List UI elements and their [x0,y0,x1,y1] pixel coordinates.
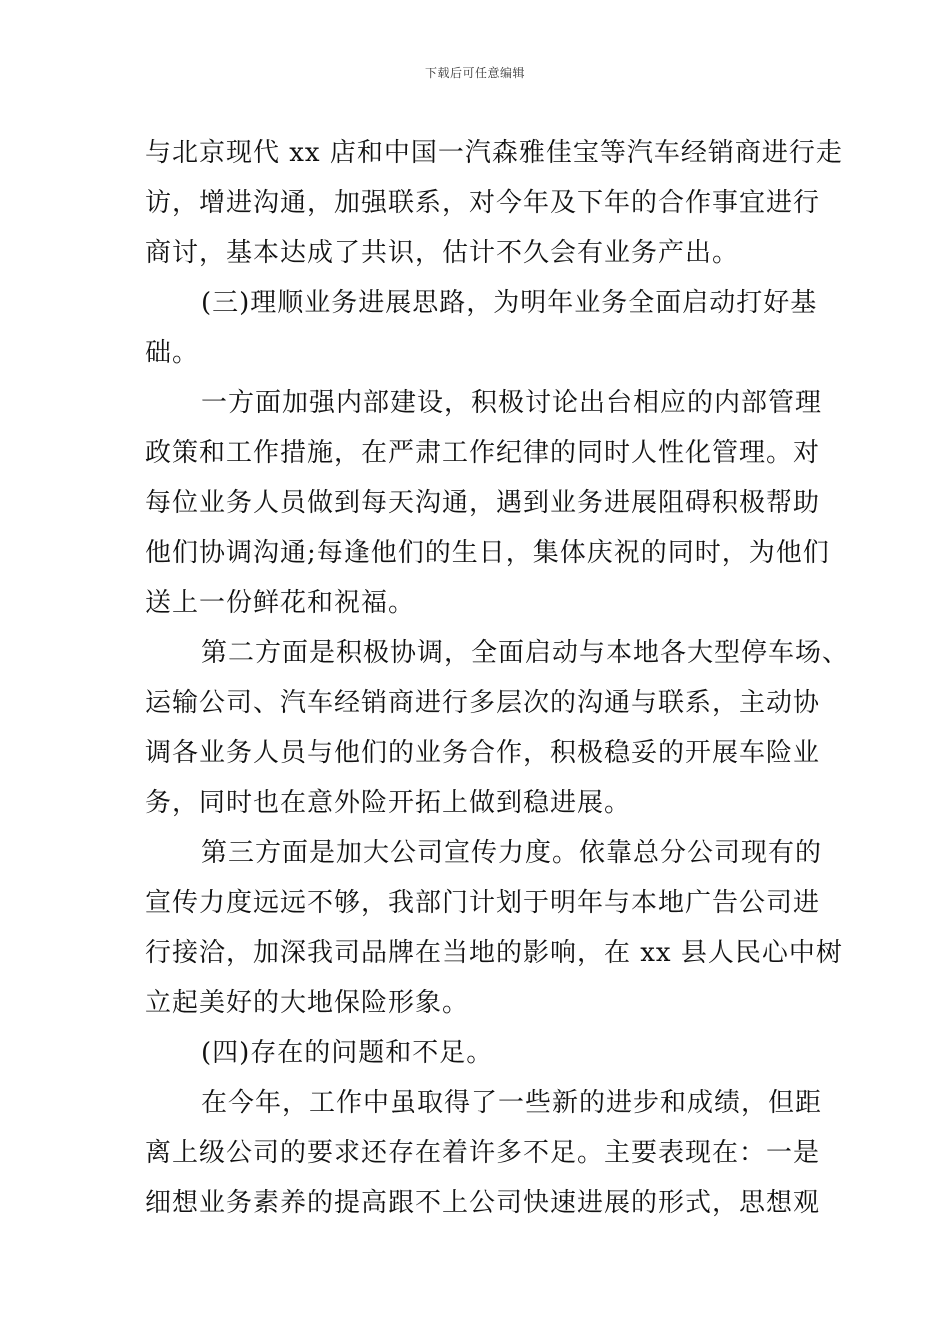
text-line: 行接洽，加深我司品牌在当地的影响，在 xx 县人民心中树 [145,938,843,968]
text-line: 商讨，基本达成了共识，估计不久会有业务产出。 [145,238,740,268]
text-line: 离上级公司的要求还存在着许多不足。主要表现在：一是 [145,1138,821,1168]
text-line: 运输公司、汽车经销商进行多层次的沟通与联系，主动协 [145,688,821,718]
page-header: 下载后可任意编辑 [424,66,525,80]
text-line: 他们协调沟通;每逢他们的生日，集体庆祝的同时，为他们 [145,538,830,568]
text-line: 在今年，工作中虽取得了一些新的进步和成绩，但距 [201,1088,823,1118]
text-line: 每位业务人员做到每天沟通，遇到业务进展阻碍积极帮助 [145,488,821,518]
text-line: 与北京现代 xx 店和中国一汽森雅佳宝等汽车经销商进行走 [145,138,843,168]
text-line: 一方面加强内部建设，积极讨论出台相应的内部管理 [201,388,823,418]
text-line: 第二方面是积极协调，全面启动与本地各大型停车场、 [201,638,850,668]
text-line: 调各业务人员与他们的业务合作，积极稳妥的开展车险业 [145,738,821,768]
text-line: 政策和工作措施，在严肃工作纪律的同时人性化管理。对 [145,438,821,468]
text-line: (三)理顺业务进展思路，为明年业务全面启动打好基 [201,288,818,318]
text-line: 细想业务素养的提高跟不上公司快速进展的形式，思想观 [145,1188,821,1218]
text-line: 访，增进沟通，加强联系，对今年及下年的合作事宜进行 [145,188,821,218]
text-line: 第三方面是加大公司宣传力度。依靠总分公司现有的 [201,838,823,868]
text-line: 立起美好的大地保险形象。 [145,988,470,1018]
text-line: (四)存在的问题和不足。 [201,1038,494,1068]
text-line: 务，同时也在意外险开拓上做到稳进展。 [145,788,632,818]
text-line: 宣传力度远远不够，我部门计划于明年与本地广告公司进 [145,888,821,918]
text-line: 础。 [145,338,200,368]
document-body [145,128,850,1228]
text-line: 送上一份鲜花和祝福。 [145,588,416,618]
